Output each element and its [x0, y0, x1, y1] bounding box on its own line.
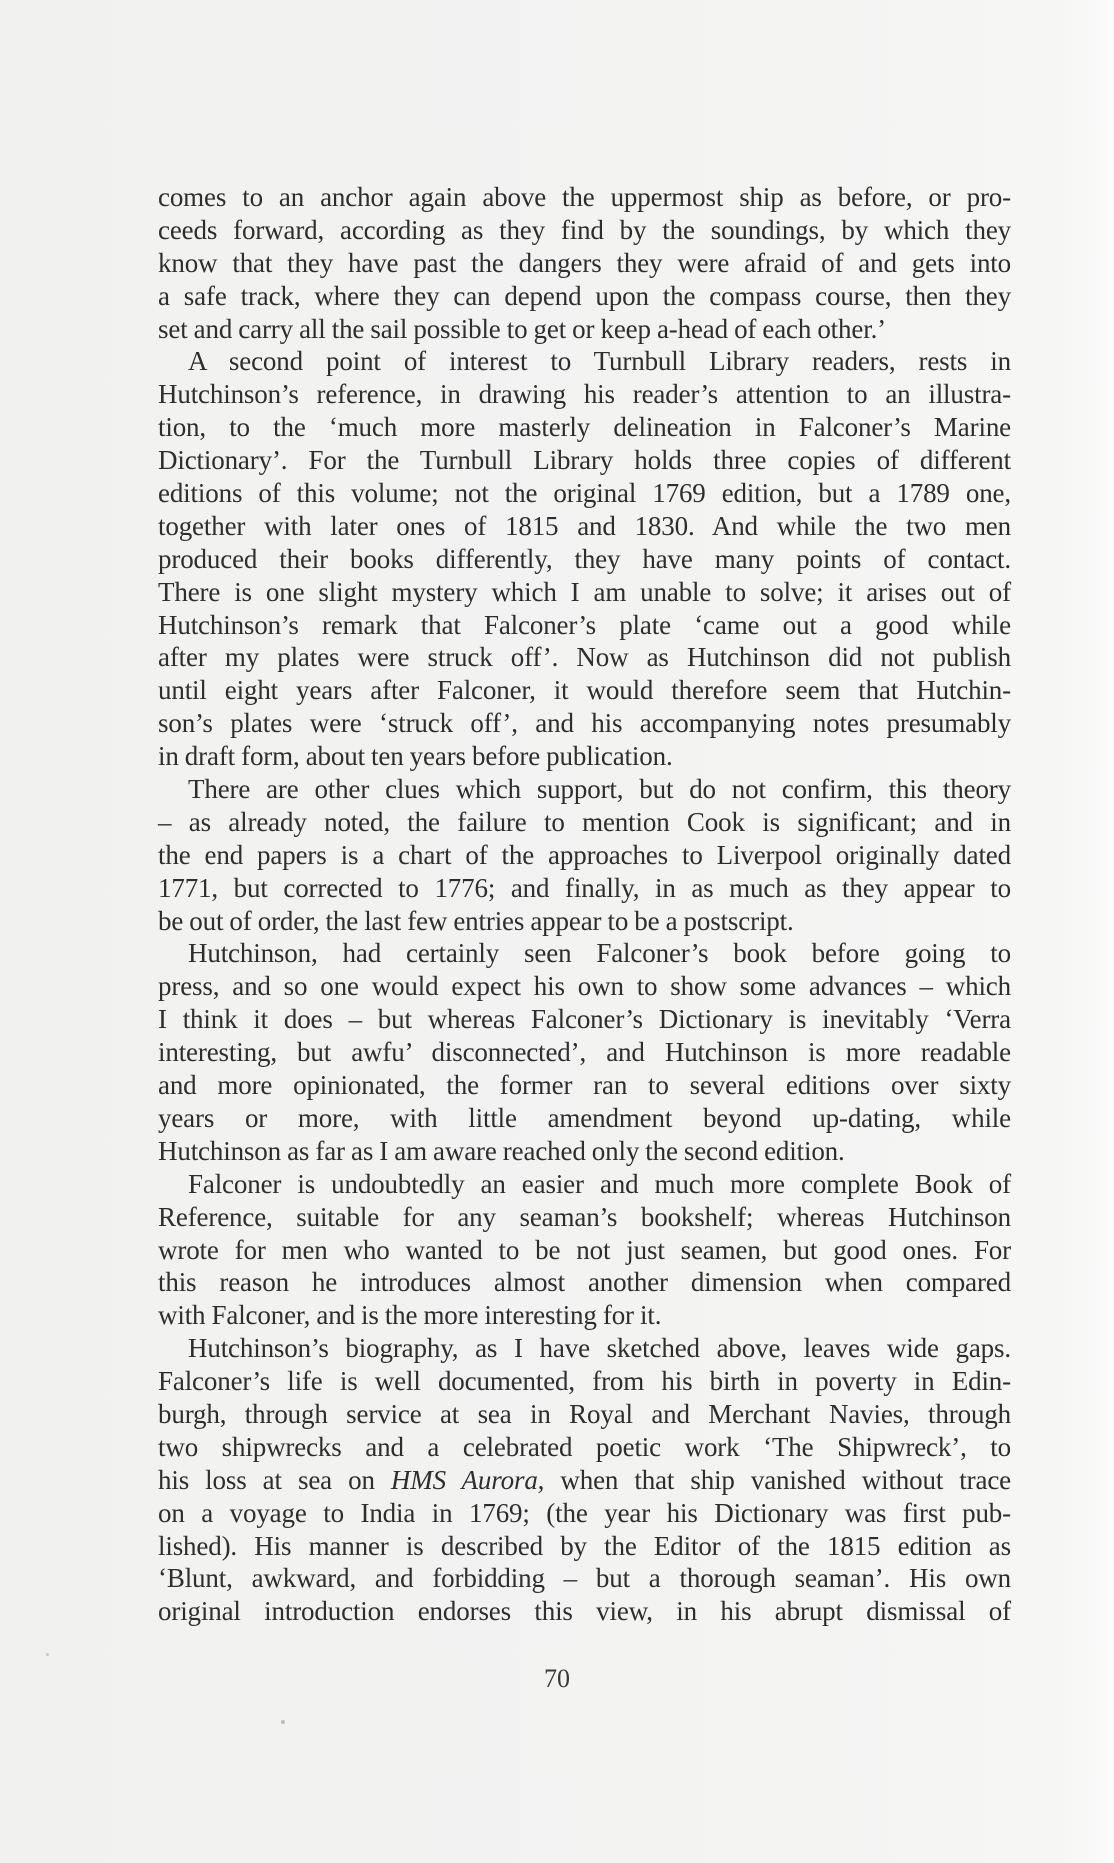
text-line: set and carry all the sail possible to get or keep a-head of each other.’ [158, 313, 887, 344]
text-line: Falconer’s life is well documented, from his birth in poverty in Edin- [158, 1366, 1011, 1397]
text-line [158, 1464, 1011, 1497]
text-line: after my plates were struck off’. Now as Hutchinson did not publish [158, 642, 1011, 673]
text-line: lished). His manner is described by the Editor of the 1815 edition as [158, 1530, 1011, 1561]
paragraph-start-line: Falconer is undoubtedly an easier and much more complete Book of [188, 1168, 1011, 1199]
text-line: Hutchinson’s remark that Falconer’s plate ‘came out a good while [158, 609, 1011, 640]
text-line: original introduction endorses this view, in his abrupt dismissal of [158, 1596, 1011, 1627]
text-line: and more opinionated, the former ran to several editions over sixty [158, 1070, 1011, 1101]
text-line: a safe track, where they can depend upon the compass course, then they [158, 280, 1011, 311]
text-line: editions of this volume; not the original 1769 edition, but a 1789 one, [158, 478, 1011, 509]
text-fragment: when that ship vanished without trace [544, 1464, 1012, 1495]
text-line: Hutchinson as far as I am aware reached only the second edition. [158, 1135, 845, 1166]
text-line: produced their books differently, they have many points of contact. [158, 543, 1011, 574]
text-line: with Falconer, and is the more interesting for it. [158, 1300, 662, 1331]
text-line: this reason he introduces almost another dimension when compared [158, 1267, 1011, 1298]
text-line: tion, to the ‘much more masterly delineation in Falconer’s Marine [158, 412, 1011, 443]
paragraph-start-line: There are other clues which support, but do not confirm, this theory [188, 774, 1011, 805]
paper-speck [281, 1720, 285, 1724]
text-line: Reference, suitable for any seaman’s bookshelf; whereas Hutchinson [158, 1201, 1011, 1232]
paragraph-start-line: A second point of interest to Turnbull Library readers, rests in [188, 346, 1011, 377]
text-line: comes to an anchor again above the uppermost ship as before, or pro- [158, 182, 1011, 212]
text-line: the end papers is a chart of the approaches to Liverpool originally dated [158, 839, 1011, 870]
text-line: in draft form, about ten years before publication. [158, 741, 673, 772]
text-line: ceeds forward, according as they find by the soundings, by which they [158, 214, 1011, 245]
ship-name-italic: HMS Aurora, [390, 1464, 545, 1495]
page-number: 70 [544, 1664, 570, 1693]
text-line: press, and so one would expect his own to show some advances – which [158, 971, 1011, 1002]
text-line: Hutchinson’s reference, in drawing his reader’s attention to an illustra- [158, 379, 1011, 410]
text-line: ‘Blunt, awkward, and forbidding – but a thorough seaman’. His own [158, 1563, 1011, 1594]
paragraph-start-line: Hutchinson, had certainly seen Falconer’s book before going to [188, 938, 1011, 969]
text-line: I think it does – but whereas Falconer’s Dictionary is inevitably ‘Verra [158, 1004, 1011, 1035]
text-line: until eight years after Falconer, it would therefore seem that Hutchin- [158, 675, 1011, 706]
text-line: on a voyage to India in 1769; (the year his Dictionary was first pub- [158, 1497, 1011, 1528]
paper-speck [46, 1653, 49, 1656]
text-line: wrote for men who wanted to be not just seamen, but good ones. For [158, 1234, 1011, 1265]
text-fragment: his loss at sea on [158, 1464, 391, 1495]
text-line: know that they have past the dangers they were afraid of and gets into [158, 247, 1011, 278]
text-line: son’s plates were ‘struck off’, and his accompanying notes presumably [158, 708, 1011, 739]
text-line: 1771, but corrected to 1776; and finally, in as much as they appear to [158, 872, 1011, 903]
text-line: two shipwrecks and a celebrated poetic work ‘The Shipwreck’, to [158, 1431, 1011, 1462]
text-line: Dictionary’. For the Turnbull Library holds three copies of different [158, 445, 1011, 476]
text-line: be out of order, the last few entries appear to be a postscript. [158, 905, 794, 936]
text-line: years or more, with little amendment beyond up-dating, while [158, 1102, 1011, 1133]
text-line: There is one slight mystery which I am unable to solve; it arises out of [158, 576, 1011, 607]
paragraph-start-line: Hutchinson’s biography, as I have sketched above, leaves wide gaps. [188, 1333, 1011, 1364]
text-line: – as already noted, the failure to mention Cook is significant; and in [158, 806, 1011, 837]
page-body-text [158, 181, 1011, 1628]
text-line: together with later ones of 1815 and 1830. And while the two men [158, 510, 1011, 541]
text-line: interesting, but awfu’ disconnected’, and Hutchinson is more readable [158, 1037, 1011, 1068]
text-line: burgh, through service at sea in Royal and Merchant Navies, through [158, 1398, 1011, 1429]
